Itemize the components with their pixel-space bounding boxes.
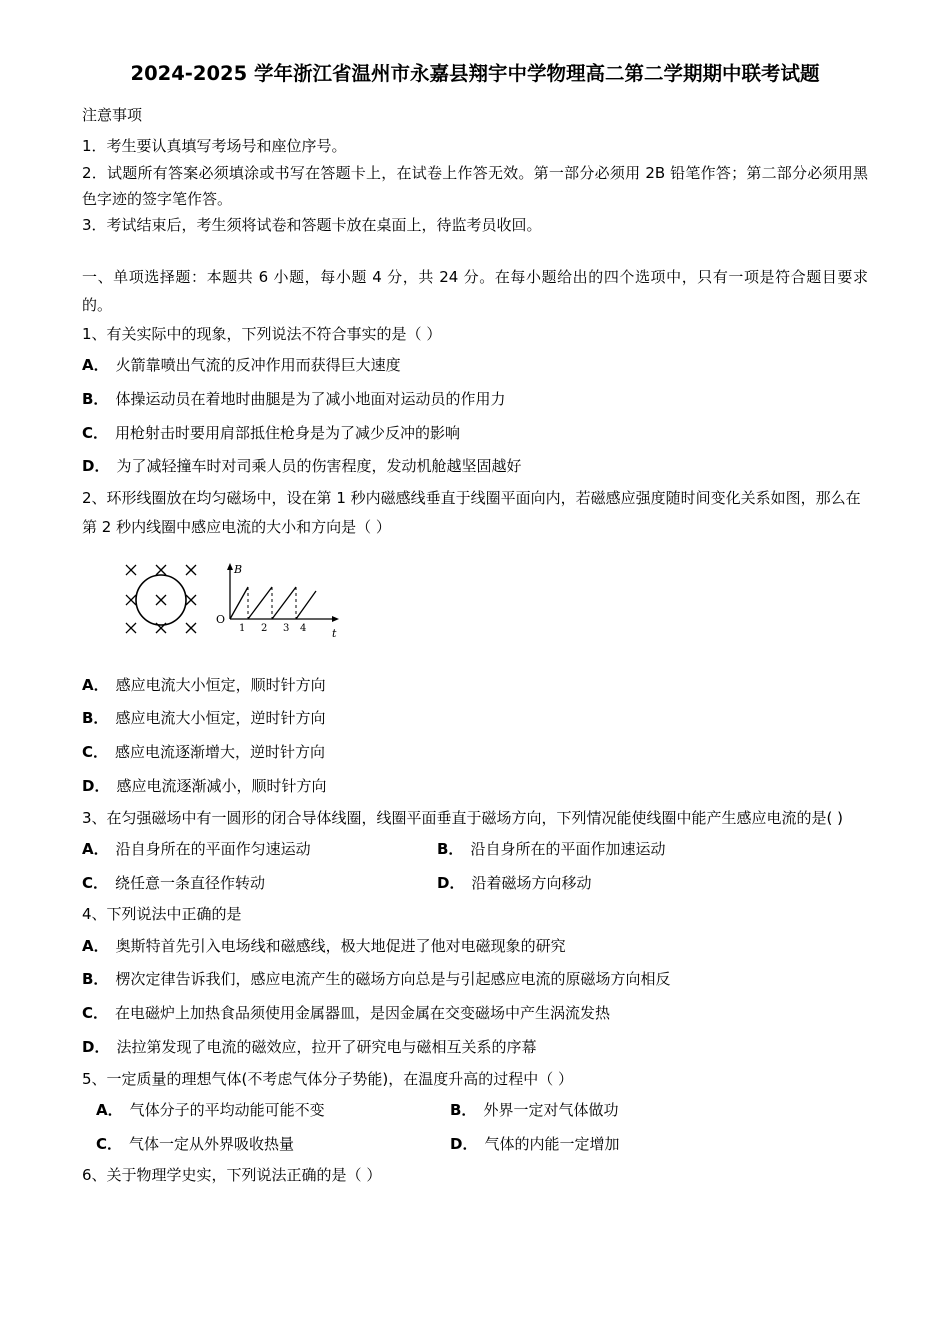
option-text: 楞次定律告诉我们，感应电流产生的磁场方向总是与引起感应电流的原磁场方向相反 [115, 970, 671, 989]
option-label: B． [450, 1100, 477, 1119]
option-label: A． [82, 936, 109, 955]
question-5-options-row-2 [82, 1128, 868, 1162]
question-3-option-c [82, 867, 437, 901]
section-one-heading: 一、单项选择题：本题共 6 小题，每小题 4 分，共 24 分。在每小题给出的四个选项中，只有一项是符合题目要求的。 [82, 268, 868, 315]
question-3-option-b [437, 833, 665, 867]
option-text: 沿自身所在的平面作加速运动 [470, 839, 666, 858]
option-label: C． [82, 743, 109, 762]
option-label: B． [82, 970, 109, 989]
question-4-option-b [82, 963, 868, 997]
option-label: A． [96, 1100, 123, 1119]
question-4-option-a [82, 930, 868, 964]
option-text: 感应电流大小恒定，逆时针方向 [115, 709, 326, 728]
option-text: 外界一定对气体做功 [483, 1100, 619, 1119]
option-label: A． [82, 356, 109, 375]
option-text: 奥斯特首先引入电场线和磁感线，极大地促进了他对电磁现象的研究 [115, 936, 566, 955]
axis-label-y: B [234, 562, 243, 576]
question-5-option-c [82, 1128, 436, 1162]
question-1-option-d [82, 450, 868, 484]
option-label: C． [82, 1004, 109, 1023]
question-4-stem: 4、下列说法中正确的是 [82, 905, 242, 924]
axis-label-x: t [332, 626, 337, 640]
notice-item-3: 3．考试结束后，考生须将试卷和答题卡放在桌面上，待监考员收回。 [82, 216, 542, 235]
question-3-options-row-2 [82, 867, 868, 901]
question-5-option-b [436, 1094, 618, 1128]
option-text: 为了减轻撞车时对司乘人员的伤害程度，发动机舱越坚固越好 [116, 457, 522, 476]
option-label: A． [82, 675, 109, 694]
tick-3: 3 [283, 622, 290, 634]
question-2-option-c [82, 736, 868, 770]
question-3-option-d [437, 867, 591, 901]
option-label: D． [450, 1134, 478, 1153]
page-title: 2024-2025 学年浙江省温州市永嘉县翔宇中学物理高二第二学期期中联考试题 [130, 62, 820, 85]
option-text: 沿着磁场方向移动 [471, 873, 592, 892]
question-1-option-c [82, 417, 868, 451]
option-label: A． [82, 839, 109, 858]
option-text: 气体的内能一定增加 [484, 1134, 620, 1153]
notice-item-1: 1．考生要认真填写考场号和座位序号。 [82, 137, 347, 156]
option-label: D． [82, 1037, 110, 1056]
notice-heading: 注意事项 [82, 106, 143, 125]
option-text: 感应电流大小恒定，顺时针方向 [115, 675, 326, 694]
option-label: C． [82, 423, 109, 442]
question-3-stem: 3、在匀强磁场中有一圆形的闭合导体线圈，线圈平面垂直于磁场方向，下列情况能使线圈中能产生感应电流的是( ) [82, 808, 844, 827]
question-5-options-row-1 [82, 1094, 868, 1128]
option-text: 火箭靠喷出气流的反冲作用而获得巨大速度 [115, 356, 401, 375]
question-2-option-d [82, 770, 868, 804]
tick-2: 2 [261, 622, 268, 634]
option-text: 感应电流逐渐减小，顺时针方向 [116, 776, 327, 795]
question-4-option-d [82, 1031, 868, 1065]
option-text: 沿自身所在的平面作匀速运动 [115, 839, 311, 858]
option-text: 气体分子的平均动能可能不变 [129, 1100, 325, 1119]
question-2-figure [120, 557, 868, 651]
question-5-option-a [82, 1094, 436, 1128]
question-1-stem: 1、有关实际中的现象，下列说法不符合事实的是（ ） [82, 324, 442, 343]
option-label: C． [96, 1134, 123, 1153]
origin-label: O [216, 612, 226, 626]
magnetic-field-graph-svg [120, 557, 420, 647]
option-text: 用枪射击时要用肩部抵住枪身是为了减少反冲的影响 [115, 423, 461, 442]
question-3-option-a [82, 833, 437, 867]
option-label: D． [82, 457, 110, 476]
question-2-stem-line-2: 第 2 秒内线圈中感应电流的大小和方向是（ ） [82, 518, 391, 537]
option-text: 法拉第发现了电流的磁效应，拉开了研究电与磁相互关系的序幕 [116, 1037, 537, 1056]
option-text: 气体一定从外界吸收热量 [129, 1134, 295, 1153]
question-6-stem: 6、关于物理学史实，下列说法正确的是（ ） [82, 1166, 382, 1185]
option-label: B． [437, 839, 464, 858]
option-label: B． [82, 389, 109, 408]
question-5-stem: 5、一定质量的理想气体(不考虑气体分子势能)，在温度升高的过程中（ ） [82, 1069, 574, 1088]
option-label: D． [82, 776, 110, 795]
question-2-option-a [82, 669, 868, 703]
option-text: 绕任意一条直径作转动 [115, 873, 266, 892]
question-3-options-row-1 [82, 833, 868, 867]
question-5-option-d [436, 1128, 619, 1162]
question-2-stem-line-1: 2、环形线圈放在均匀磁场中，设在第 1 秒内磁感线垂直于线圈平面向内，若磁感应强度随时间变化关系如图，那么在 [82, 489, 861, 508]
option-text: 感应电流逐渐增大，逆时针方向 [115, 743, 326, 762]
option-text: 在电磁炉上加热食品须使用金属器皿，是因金属在交变磁场中产生涡流发热 [115, 1004, 611, 1023]
option-text: 体操运动员在着地时曲腿是为了减小地面对运动员的作用力 [115, 389, 506, 408]
tick-1: 1 [239, 622, 246, 634]
question-2-option-b [82, 702, 868, 736]
tick-4: 4 [300, 622, 307, 634]
question-1-option-a [82, 349, 868, 383]
question-4-option-c [82, 997, 868, 1031]
option-label: C． [82, 873, 109, 892]
question-1-option-b [82, 383, 868, 417]
option-label: B． [82, 709, 109, 728]
notice-item-2: 2．试题所有答案必须填涂或书写在答题卡上，在试卷上作答无效。第一部分必须用 2B 铅笔作答；第二部分必须用黑色字迹的签字笔作答。 [82, 163, 868, 208]
option-label: D． [437, 873, 465, 892]
